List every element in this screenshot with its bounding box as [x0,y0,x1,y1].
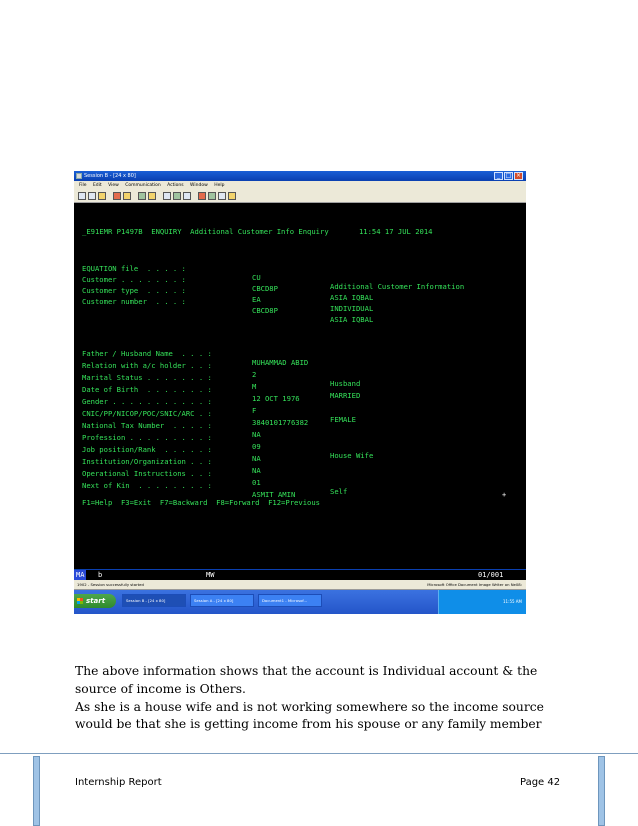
system-tray [438,590,526,614]
connect-icon[interactable] [228,192,236,200]
start-label: start [86,597,106,605]
field-label: Profession . . . . . . . . . : [82,433,212,442]
field-note: House Wife [330,451,374,460]
left-border-bar [33,756,40,826]
window-titlebar [74,171,526,181]
status-page: 01/001 [478,571,504,579]
field-value: EA [252,295,261,304]
function-keys[interactable]: F1=Help F3=Exit F7=Backward F8=Forward F12=Previous [82,498,320,507]
window-title: Session B - [24 x 80] [84,173,136,179]
field-value: 09 [252,442,261,451]
keyboard-icon[interactable] [148,192,156,200]
field-label: Date of Birth . . . . . . . : [82,385,212,394]
footer-title: Internship Report [75,777,162,788]
field-value: CBCD8P [252,284,278,293]
field-value: CBCD8P [252,306,278,315]
close-icon[interactable]: × [515,172,522,179]
caption-line: The above information shows that the account is Individual account & the [75,664,538,678]
menu-communication[interactable]: Communication [125,183,161,188]
caption-line: As she is a house wife and is not working somewhere so the income source [75,699,544,714]
field-label: EQUATION file . . . . : [82,264,186,273]
menu-file[interactable]: File [79,183,87,188]
caption-line: would be that she is getting income from his spouse or any family member [75,717,542,732]
help-icon[interactable] [218,192,226,200]
play-icon[interactable] [183,192,191,200]
field-label: Operational Instructions . . : [82,469,212,478]
menu-view[interactable]: View [108,183,119,188]
menu-window[interactable]: Window [190,183,208,188]
field-label: Next of Kin . . . . . . . . : [82,481,212,490]
task-list [122,594,322,607]
field-value: 12 OCT 1976 [252,394,300,403]
status-mw: MW [206,571,215,579]
field-label: Customer number . . . : [82,297,186,306]
task-document1[interactable]: Document1 - Microsof... [258,594,322,607]
caption-line: source of income is Others. [75,681,246,696]
minimize-icon[interactable]: _ [494,172,503,180]
cursor-marker: + [502,491,507,499]
field-value: M [252,382,257,391]
session-status-text: 1902 - Session successfully started [77,582,144,587]
field-note: ASIA IQBAL [330,315,374,324]
chart-icon[interactable] [163,192,171,200]
field-value: NA [252,430,261,439]
terminal-screen[interactable] [74,203,526,569]
menu-edit[interactable]: Edit [92,183,102,188]
status-b: b [98,571,103,579]
taskbar [74,590,526,614]
task-session-a[interactable]: Session A - [24 x 80] [190,594,254,607]
session-app-icon [76,173,82,179]
field-label: Institution/Organization . . : [82,457,212,466]
field-label: Father / Husband Name . . . : [82,349,212,358]
footer-divider [0,753,638,754]
field-note: ASIA IQBAL [330,293,374,302]
field-value: 3840101776382 [252,418,309,427]
record-icon[interactable] [173,192,181,200]
windows-logo-icon [77,598,83,604]
print-icon[interactable] [78,192,86,200]
clock[interactable]: 11:55 AM [503,599,522,604]
field-label: National Tax Number . . . . : [82,421,212,430]
field-value: NA [252,466,261,475]
field-note: MARRIED [330,391,361,400]
menu-help[interactable]: Help [214,183,225,188]
settings-icon[interactable] [208,192,216,200]
task-session-b[interactable]: Session B - [24 x 80] [122,594,186,607]
field-label: Marital Status . . . . . . . : [82,373,212,382]
caption-text [75,663,575,734]
start-button[interactable] [74,594,116,608]
field-note: Additional Customer Information [330,282,465,291]
display-icon[interactable] [138,192,146,200]
copy-icon[interactable] [88,192,96,200]
screenshot-image [74,171,526,614]
screen-header: _E91EMR P1497B ENQUIRY Additional Customer Info Enquiry 11:54 17 JUL 2014 [82,227,433,236]
menu-bar [74,181,526,190]
field-value: F [252,406,257,415]
status-ma: MA [76,571,85,579]
field-label: Customer . . . . . . . : [82,275,186,284]
field-note: INDIVIDUAL [330,304,374,313]
maximize-icon[interactable]: □ [505,172,512,179]
field-note: Husband [330,379,361,388]
page-number: Page 42 [520,777,561,788]
right-border-bar [598,756,605,826]
field-value: ASMIT AMIN [252,490,296,499]
receive-icon[interactable] [123,192,131,200]
field-note: Self [330,487,348,496]
field-label: Job position/Rank . . . . . : [82,445,212,454]
field-label: Customer type . . . . : [82,286,186,295]
toolbar [74,190,526,203]
window-controls [494,172,523,180]
field-value: 01 [252,478,261,487]
field-value: 2 [252,370,257,379]
printer-status-text: Microsoft Office Document Image Writer on Ne08: [427,582,522,587]
paste-icon[interactable] [98,192,106,200]
field-note: FEMALE [330,415,356,424]
page-footer [0,753,638,826]
menu-actions[interactable]: Actions [167,183,184,188]
field-label: Relation with a/c holder . . : [82,361,212,370]
window-status-bar [74,580,526,590]
field-value: NA [252,454,261,463]
field-value: MUHAMMAD ABID [252,358,309,367]
field-value: CU [252,273,261,282]
field-label: Gender . . . . . . . . . . . : [82,397,212,406]
macro-icon[interactable] [198,192,206,200]
send-icon[interactable] [113,192,121,200]
field-label: CNIC/PP/NICOP/POC/SNIC/ARC . : [82,409,212,418]
